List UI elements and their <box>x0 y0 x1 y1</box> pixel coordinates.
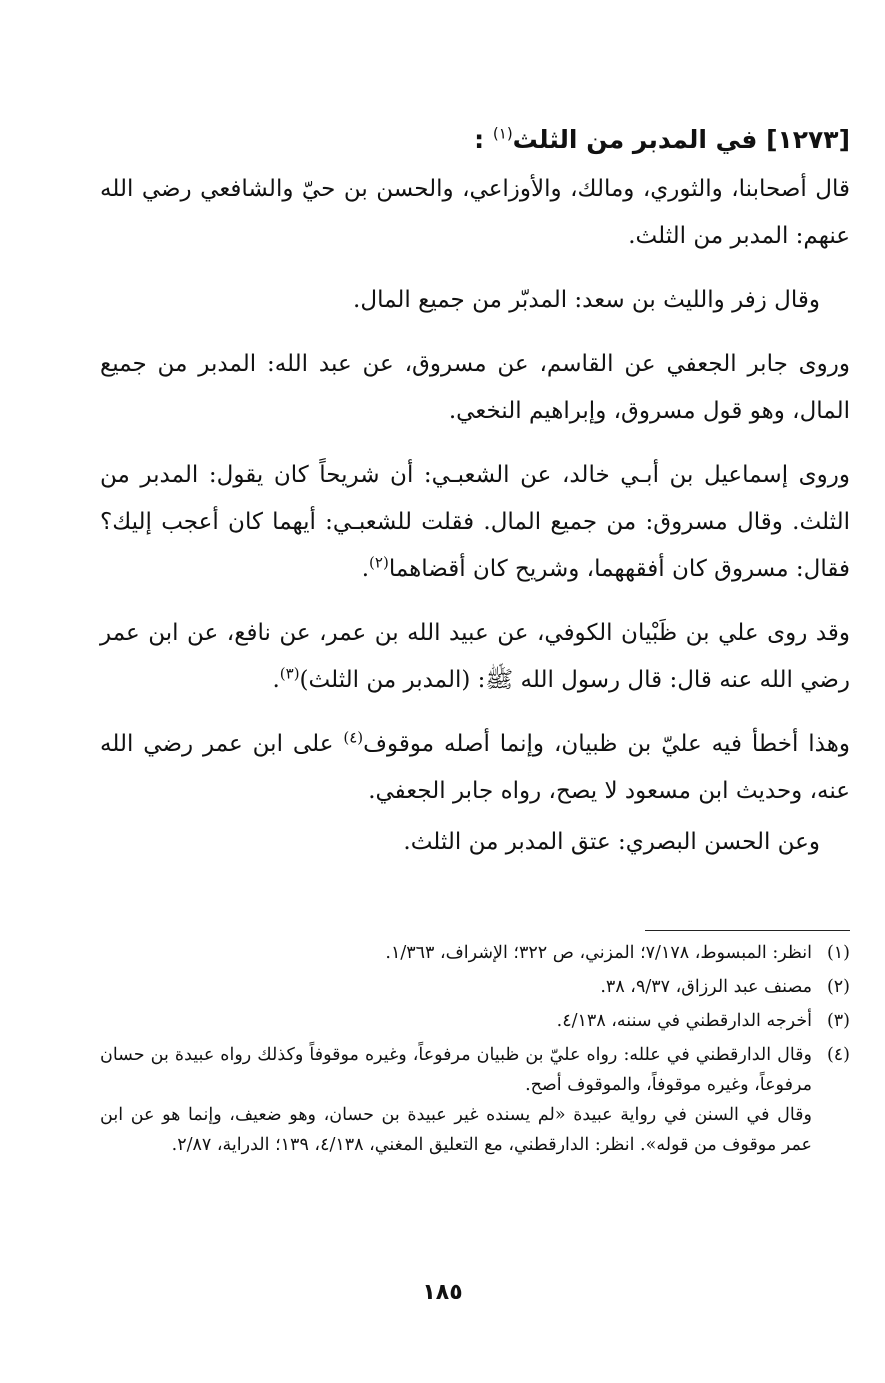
paragraph-text: وروى جابر الجعفي عن القاسم، عن مسروق، عن عبد الله: المدبر من جميع المال، وهو قول مسروق، وإبراهيم النخعي. <box>100 351 850 424</box>
section-title: في المدبر من الثلث <box>512 125 758 154</box>
main-text <box>100 118 850 883</box>
paragraph-text: وهذا أخطأ فيه عليّ بن ظبيان، وإنما أصله موقوف <box>363 731 850 757</box>
footnote-ref[interactable]: (٢) <box>369 553 389 572</box>
paragraph-7 <box>100 819 850 866</box>
footnote-4 <box>100 1040 850 1160</box>
section-heading <box>100 118 850 162</box>
footnote-text: أخرجه الدارقطني في سننه، ٤/١٣٨. <box>556 1011 812 1031</box>
section-number: [١٢٧٣] <box>766 125 850 154</box>
paragraph-text: قال أصحابنا، والثوري، ومالك، والأوزاعي، والحسن بن حيّ والشافعي رضي الله عنهم: المدبر من الثلث. <box>100 176 850 249</box>
footnote-ref[interactable]: (٣) <box>279 664 300 683</box>
footnote-text: وقال الدارقطني في علله: رواه عليّ بن ظبيان مرفوعاً، وغيره موقوفاً وكذلك رواه عبيدة بن حسان مرفوعاً، وغيره موقوفاً، والموقوف أصح. <box>100 1045 812 1095</box>
footnote-separator <box>645 930 850 931</box>
paragraph-tail: . <box>272 667 280 693</box>
paragraph-text: وقال زفر والليث بن سعد: المدبّر من جميع المال. <box>353 287 820 313</box>
heading-colon: : <box>474 125 485 154</box>
footnote-text: انظر: المبسوط، ٧/١٧٨؛ المزني، ص ٣٢٢؛ الإشراف، ١/٣٦٣. <box>385 943 812 963</box>
paragraph-2 <box>100 277 850 324</box>
paragraph-tail: على ابن عمر رضي الله عنه، وحديث ابن مسعود لا يصح، رواه جابر الجعفي. <box>100 731 850 804</box>
footnote-1 <box>100 938 850 968</box>
paragraph-1 <box>100 166 850 260</box>
paragraph-text: وعن الحسن البصري: عتق المدبر من الثلث. <box>403 829 820 855</box>
footnote-ref[interactable]: (١) <box>492 124 513 143</box>
footnote-3 <box>100 1006 850 1036</box>
footnote-2 <box>100 972 850 1002</box>
footnote-number: (٤) <box>826 1045 850 1065</box>
footnote-text: مصنف عبد الرزاق، ٩/٣٧، ٣٨. <box>600 977 812 997</box>
footnote-number: (٣) <box>826 1011 850 1031</box>
paragraph-text: وروى إسماعيل بن أبـي خالد، عن الشعبـي: أن شريحاً كان يقول: المدبر من الثلث. وقال مسروق: من جميع المال. فقلت للشعبـي: أيهما كان أعجب إليك؟ فقال: مسروق كان أفقههما، وشريح كان أقضاهما <box>100 462 850 582</box>
paragraph-text: وقد روى علي بن ظَبْيان الكوفي، عن عبيد الله بن عمر، عن نافع، عن ابن عمر رضي الله عنه قال: قال رسول الله ﷺ: (المدبر من الثلث) <box>100 620 850 693</box>
paragraph-5 <box>100 610 850 704</box>
footnote-number: (١) <box>826 943 850 963</box>
footnote-ref[interactable]: (٤) <box>343 728 364 747</box>
footnotes <box>100 938 850 1164</box>
paragraph-tail: . <box>361 556 370 582</box>
footnote-text: وقال في السنن في رواية عبيدة «لم يسنده غير عبيدة بن حسان، وهو ضعيف، وإنما هو عن ابن عمر موقوف من قوله». انظر: الدارقطني، مع التعليق المغني، ٤/١٣٨، ١٣٩؛ الدراية، ٢/٨٧. <box>100 1105 812 1155</box>
paragraph-3 <box>100 341 850 435</box>
page-number: ١٨٥ <box>422 1280 463 1305</box>
paragraph-4 <box>100 452 850 593</box>
footnote-number: (٢) <box>826 977 850 997</box>
paragraph-6 <box>100 721 850 815</box>
